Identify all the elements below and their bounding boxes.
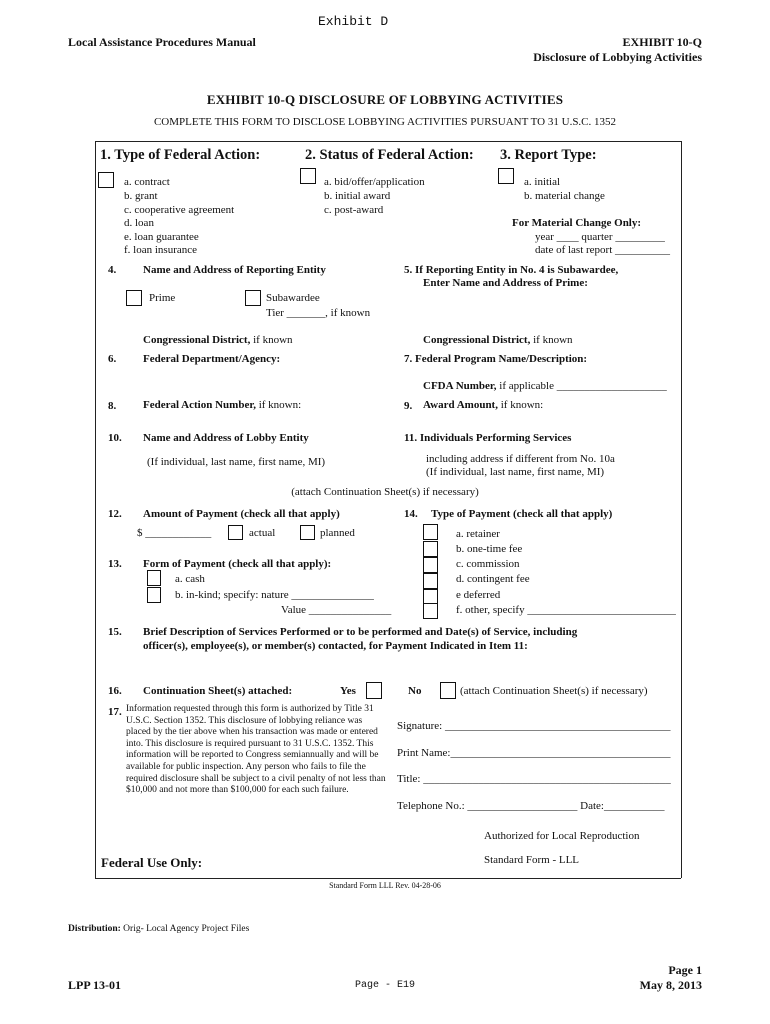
header-exhibit: EXHIBIT 10-Q bbox=[622, 35, 702, 49]
cong-district-right: Congressional District, if known bbox=[423, 334, 573, 346]
s1-option-f: f. loan insurance bbox=[124, 244, 197, 256]
s13-label: Form of Payment (check all that apply): bbox=[143, 558, 332, 570]
s9-num: 9. bbox=[404, 400, 413, 412]
distribution: Distribution: Orig- Local Agency Project Files bbox=[68, 924, 250, 934]
s16-no-label: No bbox=[408, 685, 422, 697]
s4-subawardee-label: Subawardee bbox=[266, 292, 320, 304]
s4-prime-checkbox[interactable] bbox=[126, 290, 142, 306]
s4-subawardee-checkbox[interactable] bbox=[245, 290, 261, 306]
s8-label: Federal Action Number, if known: bbox=[143, 399, 302, 411]
s17-print-name[interactable]: Print Name:________________________________________ bbox=[397, 747, 671, 759]
s2-heading: 2. Status of Federal Action: bbox=[305, 147, 474, 163]
s11-note-2: (If individual, last name, first name, MI) bbox=[426, 466, 605, 478]
s15-num: 15. bbox=[108, 626, 122, 638]
s4-prime-label: Prime bbox=[149, 292, 176, 304]
s16-yes-label: Yes bbox=[340, 685, 356, 697]
s11-note-1: including address if different from No. 10a bbox=[426, 453, 615, 465]
s1-heading: 1. Type of Federal Action: bbox=[100, 147, 261, 163]
form-revision: Standard Form LLL Rev. 04-28-06 bbox=[329, 881, 441, 890]
s11-label: 11. Individuals Performing Services bbox=[404, 432, 572, 444]
s16-yes-checkbox[interactable] bbox=[366, 682, 382, 699]
s12-label: Amount of Payment (check all that apply) bbox=[143, 508, 340, 520]
s6-num: 6. bbox=[108, 353, 117, 365]
s3-mc-year[interactable]: year ____ quarter _________ bbox=[535, 231, 665, 243]
footer-page-center: Page - E19 bbox=[354, 980, 415, 991]
s2-option-c: c. post-award bbox=[324, 204, 384, 216]
form-bottom-border bbox=[95, 878, 681, 879]
s4-label: Name and Address of Reporting Entity bbox=[143, 264, 326, 276]
s12-actual-label: actual bbox=[249, 527, 276, 539]
s16-no-checkbox[interactable] bbox=[440, 682, 456, 699]
s3-mc-title: For Material Change Only: bbox=[512, 217, 642, 229]
s1-option-e: e. loan guarantee bbox=[124, 231, 199, 243]
form-top-border bbox=[95, 141, 681, 142]
footer-page: Page 1 bbox=[668, 963, 702, 977]
s14-other-checkbox[interactable] bbox=[423, 603, 438, 619]
s12-amount[interactable]: $ ____________ bbox=[137, 527, 212, 539]
federal-use-only: Federal Use Only: bbox=[101, 855, 203, 870]
authorized-note: Authorized for Local Reproduction bbox=[484, 830, 640, 842]
manual-title: Local Assistance Procedures Manual bbox=[68, 35, 256, 49]
s13-inkind-checkbox[interactable] bbox=[147, 587, 161, 603]
s3-option-b: b. material change bbox=[524, 190, 605, 202]
s9-label: Award Amount, if known: bbox=[423, 399, 544, 411]
s14-option-f[interactable]: f. other, specify ___________________________ bbox=[456, 604, 676, 616]
form-instruction: COMPLETE THIS FORM TO DISCLOSE LOBBYING ACTIVITIES PURSUANT TO 31 U.S.C. 1352 bbox=[153, 116, 617, 128]
s17-title[interactable]: Title: _____________________________________________ bbox=[397, 773, 671, 785]
s1-option-c: c. cooperative agreement bbox=[124, 204, 235, 216]
s7-label: 7. Federal Program Name/Description: bbox=[404, 353, 588, 365]
s14-option-d: d. contingent fee bbox=[456, 573, 530, 585]
s16-attach: (attach Continuation Sheet(s) if necessary) bbox=[460, 685, 648, 697]
s5-label-1: 5. If Reporting Entity in No. 4 is Subawardee, bbox=[404, 264, 619, 276]
s14-option-a: a. retainer bbox=[456, 528, 500, 540]
cong-district-left: Congressional District, if known bbox=[143, 334, 293, 346]
s3-option-a: a. initial bbox=[524, 176, 561, 188]
s14-option-e: e deferred bbox=[456, 589, 501, 601]
s1-option-b: b. grant bbox=[124, 190, 158, 202]
s12-actual-checkbox[interactable] bbox=[228, 525, 243, 540]
standard-form-label: Standard Form - LLL bbox=[484, 854, 580, 866]
s13-inkind-label[interactable]: b. in-kind; specify: nature _______________ bbox=[175, 589, 374, 601]
form-right-border bbox=[681, 141, 682, 878]
s17-signature[interactable]: Signature: _________________________________________ bbox=[397, 720, 671, 732]
form-left-border bbox=[95, 141, 96, 878]
s15-line-2: officer(s), employee(s), or member(s) contacted, for Payment Indicated in Item 11: bbox=[143, 640, 528, 652]
s13-num: 13. bbox=[108, 558, 122, 570]
form-title: EXHIBIT 10-Q DISCLOSURE OF LOBBYING ACTIVITIES bbox=[206, 92, 564, 107]
header-subtitle: Disclosure of Lobbying Activities bbox=[533, 50, 702, 64]
s14-num: 14. bbox=[404, 508, 418, 520]
s2-checkbox[interactable] bbox=[300, 168, 316, 184]
s13-cash-label: a. cash bbox=[175, 573, 205, 585]
s4-tier[interactable]: Tier _______, if known bbox=[266, 307, 371, 319]
s1-checkbox[interactable] bbox=[98, 172, 114, 188]
s3-mc-date[interactable]: date of last report __________ bbox=[535, 244, 671, 256]
s1-option-a: a. contract bbox=[124, 176, 170, 188]
s13-cash-checkbox[interactable] bbox=[147, 570, 161, 586]
s13-value[interactable]: Value _______________ bbox=[281, 604, 392, 616]
s3-checkbox[interactable] bbox=[498, 168, 514, 184]
s6-label: Federal Department/Agency: bbox=[143, 353, 281, 365]
attach-note: (attach Continuation Sheet(s) if necessary) bbox=[291, 486, 479, 498]
s12-planned-checkbox[interactable] bbox=[300, 525, 315, 540]
s4-num: 4. bbox=[108, 264, 117, 276]
s12-planned-label: planned bbox=[320, 527, 355, 539]
s10-label: Name and Address of Lobby Entity bbox=[143, 432, 309, 444]
s17-num: 17. bbox=[108, 706, 122, 718]
exhibit-label: Exhibit D bbox=[318, 14, 389, 29]
s8-num: 8. bbox=[108, 400, 117, 412]
s5-label-2: Enter Name and Address of Prime: bbox=[423, 277, 588, 289]
s1-option-d: d. loan bbox=[124, 217, 154, 229]
s16-num: 16. bbox=[108, 685, 122, 697]
s10-num: 10. bbox=[108, 432, 122, 444]
s3-heading: 3. Report Type: bbox=[500, 147, 597, 163]
s16-label: Continuation Sheet(s) attached: bbox=[143, 685, 293, 697]
s14-retainer-checkbox[interactable] bbox=[423, 524, 438, 540]
s14-onetime-checkbox[interactable] bbox=[423, 541, 438, 557]
s2-option-a: a. bid/offer/application bbox=[324, 176, 425, 188]
s14-option-b: b. one-time fee bbox=[456, 543, 523, 555]
s17-telephone[interactable]: Telephone No.: ____________________ Date:___________ bbox=[397, 800, 665, 812]
s15-line-1: Brief Description of Services Performed or to be performed and Date(s) of Service, including bbox=[143, 626, 578, 638]
s17-text: Information requested through this form is authorized by Title 31 U.S.C. Section 1352. This disclosure of lobbying reliance was placed by the tier above when his transaction was made or entered into. This disclosure is required pursuant to 31 U.S.C. 1352. This information will be reported to Congress semiannually and will be available for public inspection. Any person who fails to file the required disclosure shall be subject to a civil penalty of not less than $10,000 and not more than $100,000 for each such failure. bbox=[126, 704, 386, 796]
s14-option-c: c. commission bbox=[456, 558, 520, 570]
s2-option-b: b. initial award bbox=[324, 190, 391, 202]
footer-lpp: LPP 13-01 bbox=[68, 978, 121, 992]
s7-cfda[interactable]: CFDA Number, if applicable ____________________ bbox=[423, 380, 667, 392]
s14-commission-checkbox[interactable] bbox=[423, 557, 438, 573]
footer-date: May 8, 2013 bbox=[639, 978, 702, 992]
s10-note: (If individual, last name, first name, MI) bbox=[147, 456, 326, 468]
s14-label: Type of Payment (check all that apply) bbox=[431, 508, 613, 520]
s12-num: 12. bbox=[108, 508, 122, 520]
s14-contingent-checkbox[interactable] bbox=[423, 573, 438, 589]
